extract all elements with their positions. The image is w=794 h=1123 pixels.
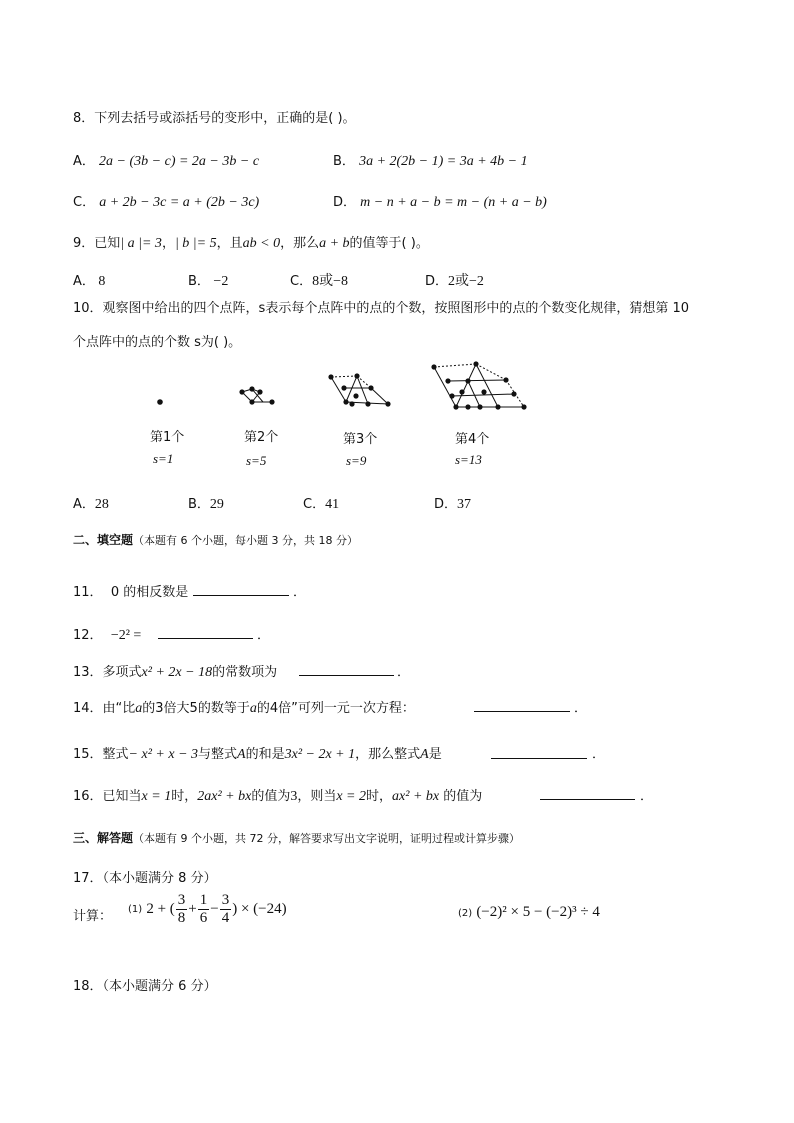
variable-a: a [249,701,257,716]
denominator: 4 [221,910,230,926]
q9-option-c [290,270,348,290]
figure-3-count: s=9 [346,453,367,468]
figure-4-count: s=13 [455,452,482,467]
q12-period: ． [257,628,271,643]
option-label: B． [188,274,210,289]
question-text: 15．整式 [73,747,129,762]
numerator: 3 [177,892,186,908]
denominator: 8 [177,910,186,926]
q16-condition-1: x = 1 [141,789,172,804]
option-label: A． [73,154,95,169]
section-title: 二、填空题 [73,533,134,547]
operator: − [210,901,219,917]
section-note: （本题有 9 个小题，共 72 分，解答要求写出文字说明，证明过程或计算步骤） [133,832,520,845]
q9-text: 9．已知 [73,236,121,251]
option-label: C． [73,195,96,210]
lattice-figure-3 [324,368,394,412]
expr-text: 2 + ( [146,901,175,917]
figure-1-label: 第1个 [150,430,185,445]
q10-option-b [188,493,224,513]
variable-A: A [420,747,429,762]
question-text: 的3倍大5的数等于 [142,701,250,716]
section-2-heading [73,531,358,548]
q9-text: ，那么 [280,236,320,251]
q16-expression-2: ax² + bx [392,789,440,804]
figure-3-label: 第3个 [343,432,378,447]
part-label: (2) [458,908,473,919]
figure-2-label: 第2个 [244,430,279,445]
q9-text: 的值等于( )。 [349,236,429,251]
question-text: 的值为 [439,789,483,804]
question-text: ，则当 [297,789,337,804]
option-label: D． [434,497,458,512]
q17-part-2 [458,904,600,921]
q11-period: ． [293,585,307,600]
question-text: 与整式 [198,747,238,762]
option-expr: m − n + a − b = m − (n + a − b) [360,195,547,210]
figure-1-count: s=1 [153,451,174,466]
question-text: 的4倍”可列一元一次方程： [256,701,415,716]
question-text: 16．已知当 [73,789,142,804]
q8-option-c [73,191,259,211]
q13-answer-blank[interactable] [299,663,394,676]
option-label: B． [333,154,355,169]
numerator: 1 [199,892,208,908]
q16-condition-2: x = 2 [336,789,367,804]
question-text: 的常数项为 [212,665,278,680]
fraction-3-8 [176,892,188,927]
q15-period: ． [592,747,606,762]
variable-A: A [237,747,246,762]
expr-text: ) × (−24) [232,901,287,917]
q9-sum: a + b [319,236,350,251]
numerator: 3 [221,892,230,908]
q9-option-a [73,270,105,290]
section-3-heading [73,829,520,846]
fraction-3-4 [220,892,232,927]
option-label: C． [303,497,326,512]
option-label: D． [333,195,357,210]
option-value: 29 [209,497,224,512]
q17-part-1 [128,892,287,927]
question-text: 的和是 [245,747,285,762]
q12-answer-blank[interactable] [158,626,253,639]
q9-option-b [188,270,228,290]
question-text: 时， [366,789,393,804]
q13-period: ． [397,665,411,680]
lattice-figure-2 [236,380,282,416]
operator: + [188,901,197,917]
q16-text [73,785,482,805]
denominator: 6 [199,910,208,926]
option-label: A． [73,497,95,512]
option-value: 41 [325,497,340,512]
q12-text [73,624,141,644]
q8-option-b [333,150,528,170]
q10-option-d [434,493,471,513]
option-label: D． [425,274,449,289]
q16-period: ． [640,789,654,804]
q9-text: ，且 [216,236,243,251]
q9-stem [73,232,429,252]
option-label: A． [73,274,95,289]
part-label: (1) [128,904,143,915]
q8-option-d [333,191,547,211]
lattice-figure-1 [150,392,170,412]
option-label: C． [290,274,313,289]
q14-period: ． [574,701,588,716]
q18-heading: 18．（本小题满分 6 分） [73,979,217,994]
q10-option-a [73,493,109,513]
question-text: 13．多项式 [73,665,142,680]
q16-expression-1: 2ax² + bx [197,789,252,804]
option-value: 37 [457,497,472,512]
question-text: ，那么整式 [355,747,421,762]
q8-stem: 8．下列去括号或添括号的变形中，正确的是( )。 [73,111,356,126]
lattice-figure-4 [428,360,532,416]
question-text: 是 [428,747,442,762]
q17-heading: 17．（本小题满分 8 分） [73,871,217,886]
q14-text [73,697,415,717]
option-value: −2 [209,274,229,289]
question-number: 12． [73,628,103,643]
q11-answer-blank[interactable] [193,583,289,596]
option-expr: 2a − (3b − c) = 2a − 3b − c [99,154,260,169]
variable-a: a [135,701,143,716]
option-value: 2或−2 [448,274,484,289]
q10-stem-line1: 10．观察图中给出的四个点阵，s表示每个点阵中的点的个数，按照图形中的点的个数变化规律，猜想第 10 [73,301,689,316]
option-value: 8 [94,274,106,289]
q13-polynomial: x² + 2x − 18 [141,665,213,680]
section-title: 三、解答题 [73,831,134,845]
q11-text [73,581,188,600]
q15-text [73,743,442,763]
option-value: 8或−8 [312,274,348,289]
q15-expression-2: 3x² − 2x + 1 [284,747,356,762]
q17-expression-2: (−2)² × 5 − (−2)³ ÷ 4 [476,904,600,920]
q9-condition-b: | b |= 5 [174,236,217,251]
option-value: 28 [94,497,109,512]
section-note: （本题有 6 个小题，每小题 3 分，共 18 分） [133,534,358,547]
q9-text: ， [161,236,175,251]
q16-answer-blank[interactable] [540,787,635,800]
question-text: 14．由“比 [73,701,136,716]
question-number: 11． [73,585,103,600]
q15-expression-1: − x² + x − 3 [128,747,199,762]
figure-4-label: 第4个 [455,432,490,447]
q12-expression: −2² = [110,628,142,643]
q16-value: 3 [290,789,298,804]
question-text: 时， [171,789,198,804]
q9-option-d [425,270,484,290]
option-label: B． [188,497,210,512]
q14-answer-blank[interactable] [474,699,570,712]
question-text: 0 的相反数是 [110,585,189,600]
q9-condition-a: | a |= 3 [120,236,162,251]
option-expr: 3a + 2(2b − 1) = 3a + 4b − 1 [359,154,528,169]
option-expr: a + 2b − 3c = a + (2b − 3c) [99,195,260,210]
q17-lead: 计算： [73,909,113,924]
question-text: 的值为 [251,789,291,804]
figure-2-count: s=5 [246,453,267,468]
q8-option-a [73,150,259,170]
q9-condition-ab: ab < 0 [242,236,281,251]
q10-option-c [303,493,339,513]
q13-text [73,661,277,681]
fraction-1-6 [198,892,210,927]
q10-stem-line2: 个点阵中的点的个数 s为( )。 [73,335,242,350]
q15-answer-blank[interactable] [491,746,587,759]
